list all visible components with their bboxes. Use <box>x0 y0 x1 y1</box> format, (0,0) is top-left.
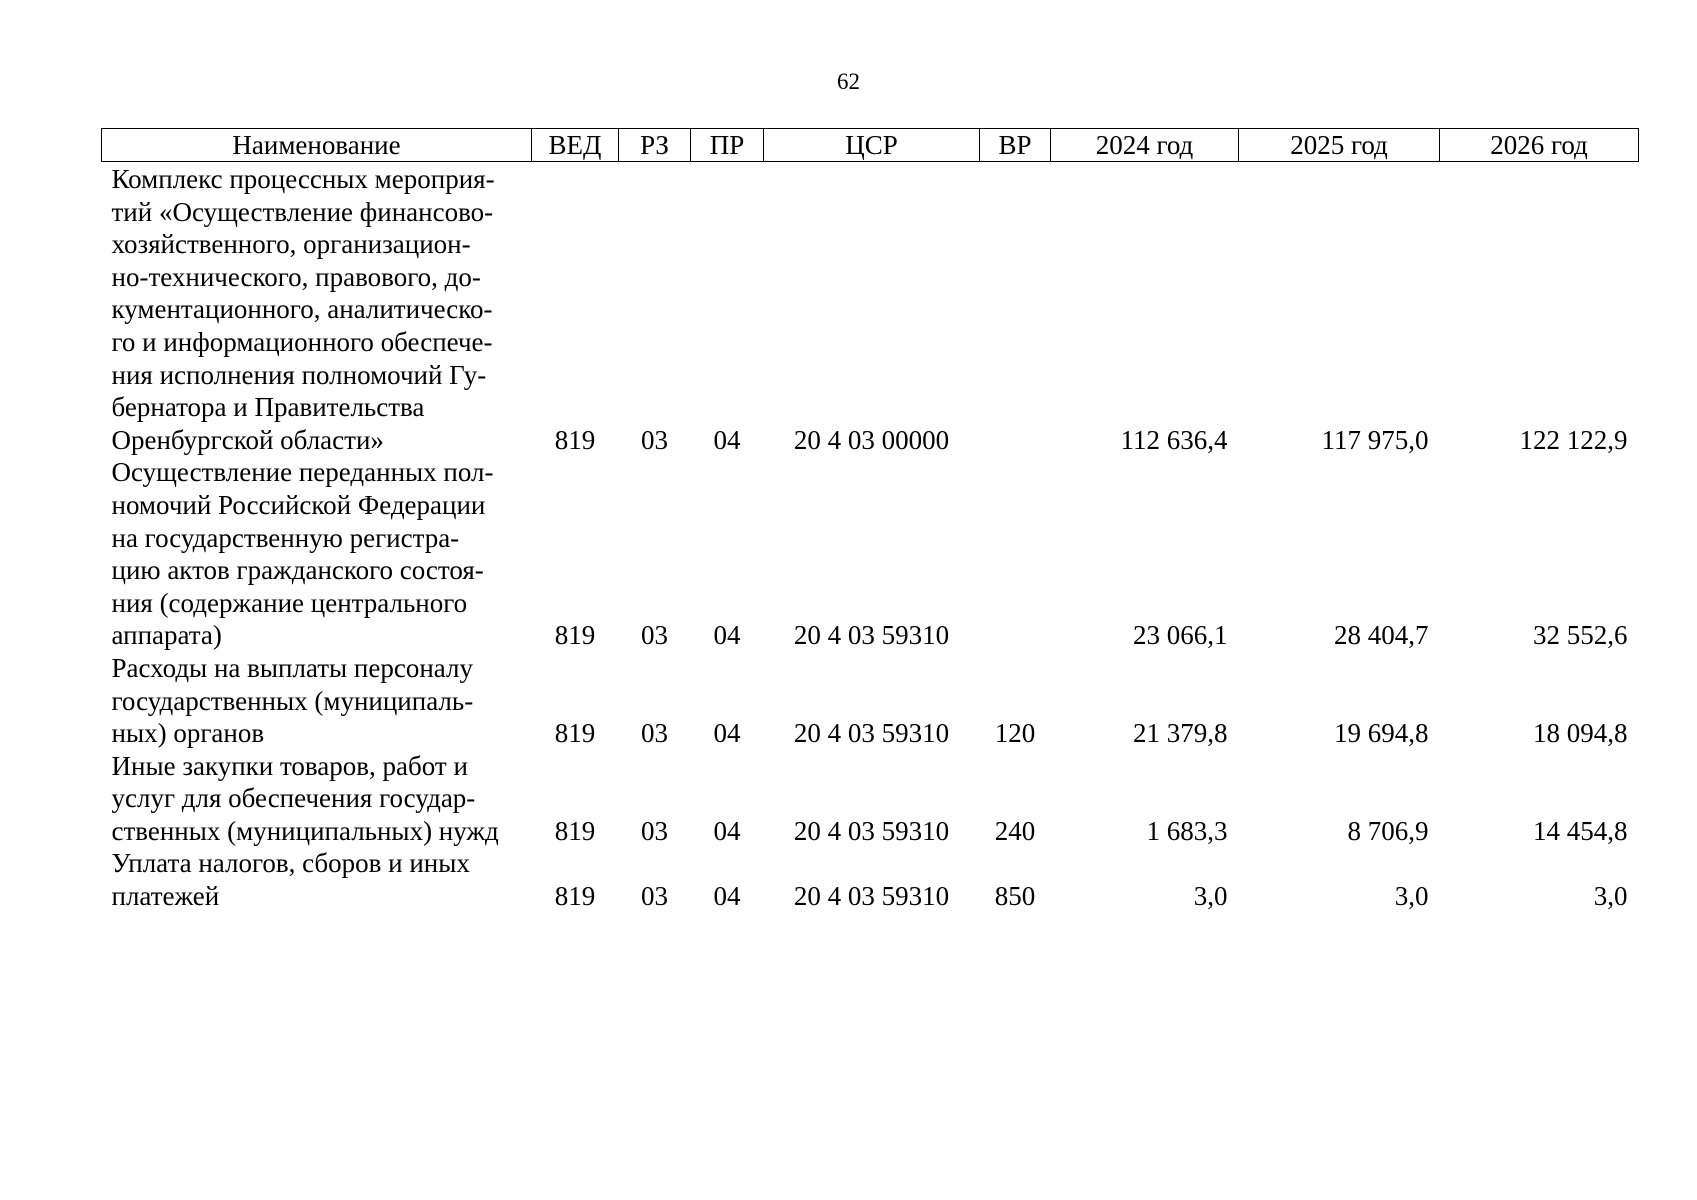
cell-2026: 18 094,8 <box>1533 718 1628 749</box>
name-line: аппарата) <box>111 620 222 651</box>
header-rz: РЗ <box>619 129 691 162</box>
cell-rz: 03 <box>641 620 668 651</box>
cell-vr: 120 <box>994 718 1036 749</box>
cell-name <box>102 456 532 652</box>
table-row <box>102 750 1639 848</box>
cell-csr: 20 4 03 59310 <box>793 620 950 651</box>
cell-pr: 04 <box>713 424 741 455</box>
name-line: платежей <box>111 881 220 912</box>
name-line: ния (содержание центрального <box>111 587 468 618</box>
name-line: го и информационного обеспече- <box>111 326 493 357</box>
cell-2024: 23 066,1 <box>1133 620 1228 651</box>
table-row <box>102 847 1639 912</box>
cell-2024: 21 379,8 <box>1133 718 1228 749</box>
cell-2025: 117 975,0 <box>1321 424 1429 455</box>
cell-vr <box>980 162 1051 457</box>
cell-ved: 819 <box>554 815 596 846</box>
name-line: государственных (муниципаль- <box>111 685 474 716</box>
cell-2025: 3,0 <box>1394 881 1429 912</box>
header-2025: 2025 год <box>1239 129 1440 162</box>
cell-ved: 819 <box>554 718 596 749</box>
table-header <box>102 129 1639 162</box>
cell-csr: 20 4 03 00000 <box>793 424 950 455</box>
table-body <box>102 162 1639 913</box>
table-row <box>102 456 1639 652</box>
cell-2026: 14 454,8 <box>1533 815 1628 846</box>
cell-rz: 03 <box>641 815 668 846</box>
name-line: тий «Осуществление финансово- <box>111 196 494 227</box>
header-csr: ЦСР <box>764 129 980 162</box>
cell-name <box>102 750 532 848</box>
cell-2024: 3,0 <box>1193 881 1228 912</box>
header-row <box>102 129 1639 162</box>
cell-ved: 819 <box>554 881 596 912</box>
header-vr: ВР <box>980 129 1051 162</box>
name-line: цию актов гражданского состоя- <box>111 555 484 586</box>
cell-2025: 8 706,9 <box>1347 815 1429 846</box>
cell-pr: 04 <box>713 718 741 749</box>
header-ved: ВЕД <box>532 129 619 162</box>
name-line: Уплата налогов, сборов и иных <box>111 848 470 879</box>
cell-name <box>102 162 532 457</box>
cell-ved: 819 <box>554 620 596 651</box>
name-line: Расходы на выплаты персоналу <box>111 652 473 683</box>
cell-vr: 240 <box>994 815 1036 846</box>
cell-2025: 19 694,8 <box>1334 718 1429 749</box>
cell-csr: 20 4 03 59310 <box>793 815 950 846</box>
name-line: хозяйственного, организацион- <box>111 229 471 260</box>
name-line: ственных (муниципальных) нужд <box>111 815 499 846</box>
cell-csr: 20 4 03 59310 <box>793 881 950 912</box>
header-2024: 2024 год <box>1051 129 1239 162</box>
name-line: Оренбургской области» <box>111 424 384 455</box>
cell-rz: 03 <box>641 718 668 749</box>
name-line: номочий Российской Федерации <box>111 489 486 520</box>
cell-vr <box>980 456 1051 652</box>
cell-pr: 04 <box>713 881 741 912</box>
budget-table <box>101 128 1639 913</box>
header-name: Наименование <box>102 129 532 162</box>
name-line: Осуществление переданных пол- <box>111 457 494 488</box>
header-2026: 2026 год <box>1440 129 1639 162</box>
cell-ved: 819 <box>554 424 596 455</box>
cell-rz: 03 <box>641 424 668 455</box>
cell-2026: 122 122,9 <box>1519 424 1628 455</box>
header-pr: ПР <box>691 129 764 162</box>
name-line: услуг для обеспечения государ- <box>111 783 476 814</box>
table-row <box>102 162 1639 457</box>
name-line: но-технического, правового, до- <box>111 261 481 292</box>
cell-pr: 04 <box>713 620 741 651</box>
cell-pr: 04 <box>713 815 741 846</box>
page-number: 62 <box>837 69 860 94</box>
cell-2024: 112 636,4 <box>1120 424 1228 455</box>
name-line: Комплекс процессных мероприя- <box>111 164 495 194</box>
cell-rz: 03 <box>641 881 668 912</box>
cell-2026: 32 552,6 <box>1533 620 1628 651</box>
cell-2026: 3,0 <box>1593 881 1628 912</box>
cell-2025: 28 404,7 <box>1334 620 1429 651</box>
name-line: ных) органов <box>111 718 265 749</box>
table-row <box>102 652 1639 750</box>
cell-2024: 1 683,3 <box>1146 815 1228 846</box>
cell-name <box>102 652 532 750</box>
name-line: на государственную регистра- <box>111 522 460 553</box>
cell-vr: 850 <box>994 881 1036 912</box>
cell-name <box>102 847 532 912</box>
cell-csr: 20 4 03 59310 <box>793 718 950 749</box>
name-line: Иные закупки товаров, работ и <box>111 750 468 781</box>
name-line: ния исполнения полномочий Гу- <box>111 359 487 390</box>
name-line: бернатора и Правительства <box>111 392 425 423</box>
name-line: кументационного, аналитическо- <box>111 294 493 325</box>
